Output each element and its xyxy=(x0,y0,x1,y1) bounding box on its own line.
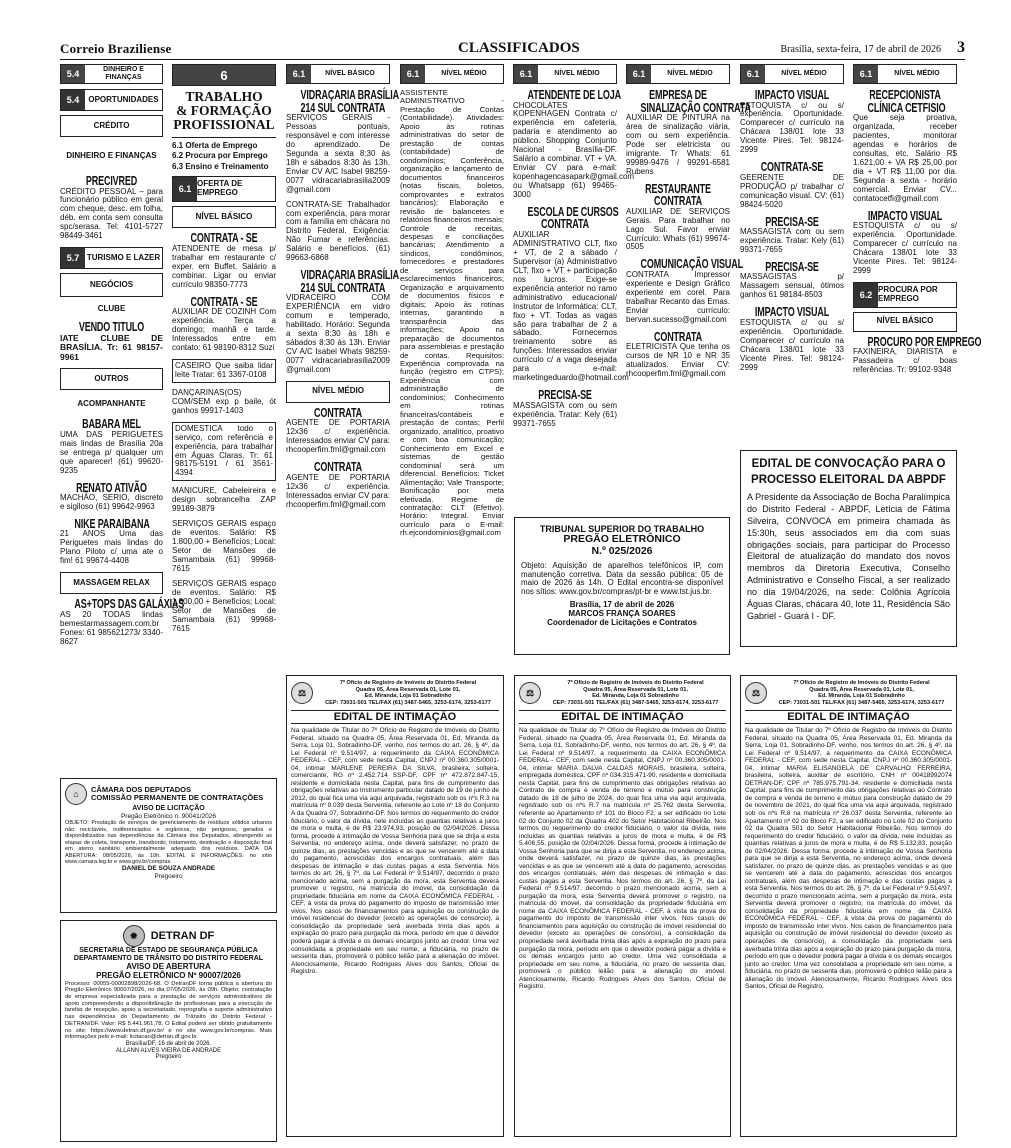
section-header: 6.1 NÍVEL MÉDIO xyxy=(740,64,844,84)
classified-ad: EMPRESA DE SINALIZAÇÃO CONTRATA AUXILIAR DE PINTURA na área de sinalização viária, com ou sem experiência. Pode ser eletricista ou imigrante. Tr Whats: 61 99989-9476 / 99291-6581 Rubens xyxy=(626,88,751,176)
classified-ad: IMPACTO VISUAL ESTOQUISTA c/ ou s/ experiência. Oportunidade. Comparecer c/ currículo na Chácara 138/01 lote 33 Vicente Pires. Tel: 98124-2999 xyxy=(853,208,957,275)
category-massagem: MASSAGEM RELAX xyxy=(60,572,163,594)
section-header: 6.1 NÍVEL MÉDIO xyxy=(400,64,504,84)
section-header: 6.1 NÍVEL BÁSICO xyxy=(286,64,390,84)
classified-ad: RENATO ATIVÃO MACHÃO, SERIO, discreto e sigiloso (61) 99642-9963 xyxy=(60,480,163,511)
classified-ad: PRECISA-SE MASSAGISTA com ou sem experiência. Tratar: Kely (61) 99371-7655 xyxy=(740,214,844,254)
classified-ad: IMPACTO VISUAL ESTOQUISTA c/ ou s/ experiência. Oportunidade. Comparecer c/ currículo na Chácara 138/01 lote 33 Vicente Pires. Tel: 98124-2999 xyxy=(740,305,844,372)
classified-ad: VENDO TITULO IATE CLUBE DE BRASÍLIA. Tr: 61 98157-9961 xyxy=(60,320,163,362)
classified-ad: VIDRAÇARIA BRASÍLIA 214 SUL CONTRATA SERVIÇOS GERAIS - Pessoas pontuais, responsável e com interesse do aprendizado. De Segunda a sexta 8:30 às 18h e sábados 8:30 às 13h. Enviar CV A/C Isabel 98259-0077 vidracariabrasilia2009 @gmail.com xyxy=(286,88,399,194)
subsection-oportunidades: 5.4 OPORTUNIDADES xyxy=(60,89,163,111)
section-turismo: 5.7 TURISMO E LAZER xyxy=(60,247,163,269)
classified-ad: MANICURE, Cabeleireira e design sobrancelha ZAP 99189-3879 xyxy=(172,486,276,514)
subsection-procura: 6.2 PROCURA POR EMPREGO xyxy=(853,282,957,308)
subsection-oferta: 6.1 OFERTA DE EMPREGO xyxy=(172,176,276,202)
column-6 xyxy=(626,64,751,514)
category-item: 6.3 Ensino e Treinamento xyxy=(172,162,269,172)
intimation-notice: ⚖ 7º Ofício de Registro de Imóveis do Distrito Federal Quadra 05, Área Reservada 01, Lote 01, Ed. Miranda, Loja 01 Sobradinho CEP: 73031-501 TEL/FAX (61) 3487-5465, 3253-6174, 3253-6177 EDITAL DE INTIMAÇÃO Na qualidade de Titular do 7º Ofício de Registro de Imóveis do Distrito Federal, situado na Quadra 05, Área Reservada 01, Ed. Miranda da Serra, Loja 01, Sobradinho-DF, venho, nos termos do art. 26, § 4º, da Lei Federal nº 9.514/97, a requerimento da CAIXA ECONÔMICA FEDERAL - CEF, com sede nesta Capital, CNPJ nº 00.360.305/0001-04, intimar MARLENE PEREIRA DA SILVA, brasileira, solteira, comerciante, RG nº 2.452.714 SSP-DF, CPF nº 472.872.847-15, residente e domiciliada nesta Capital, para fins de cumprimento das obrigações relativas ao Instrumento particular datado de 19 de junho de 2012, do qual fica uma via aqui arquivada, registrado sob os nºs R.3 na matrícula nº 9.039 desta Serventia, referente ao Lote nº 18 do Conjunto A da Quadra 07, Sobradinho-DF. Nos termos do requerimento do credor fiduciário, o valor da dívida, nele incluídas as quantias relativas a juros de mora e multa, é de R$ 23.974,93, posição de 02/04/2026. Dessa forma, procede à intimação de Vossa Senhoria para que se dirija a esta Serventia, no endereço acima, onde deverá satisfazer, no prazo de quinze dias, as prestações vencidas e as que se vencerem até a data do pagamento, acrescidas dos encargos contratuais, além das despesas de intimação e das custas pagas a esta Serventia. Nos termos do art. 26, § 7º, da Lei Federal nº 9.514/97, decorrido o prazo mencionado acima, sem a purgação da mora, esta Serventia deverá promover o registro, na matrícula do imóvel, da consolidação da propriedade fiduciária em nome da CAIXA ECONÔMICA FEDERAL - CEF, à vista da prova do pagamento do imposto de transmissão inter vivos. Nos casos de financiamentos para aquisição ou construção de imóvel residencial do devedor (exceto as operações de consórcio), a consolidação da propriedade será averbada trinta dias após a expiração do prazo para purgação da mora, período em que o devedor poderá pagar a dívida e os demais encargos junto ao credor. Uma vez consolidada a propriedade em seu nome, a fiduciária, no prazo de sessenta dias, promoverá o público leilão para a alienação do imóvel. Atenciosamente, Ricardo Rodrigues Alves dos Santos, Oficial de Registro. xyxy=(286,675,504,1137)
section-header: 6.1 NÍVEL MÉDIO xyxy=(853,64,957,84)
classified-ad: AS+TOPS DAS GALÁXIAS AS 20 TODAS lindas bemestarmassagem.com.br Fones: 61 985621273/ 3340-8627 xyxy=(60,597,185,646)
classified-ad: CONTRATA AGENTE DE PORTARIA 12x36 c/ experiência. Interessados enviar CV para: rhcooperfim.fml@gmail.com xyxy=(286,405,390,455)
classified-ad: SERVIÇOS GERAIS espaço de eventos. Salário: R$ 1.800,00 + Benefícios; Local: Setor de Mansões de Samambaia (61) 99968-7615 xyxy=(172,519,276,574)
intimation-notice: ⚖ 7º Ofício de Registro de Imóveis do Distrito Federal Quadra 05, Área Reservada 01, Lote 01, Ed. Miranda, Loja 01 Sobradinho CEP: 73031-501 TEL/FAX (61) 3487-5465, 3253-6174, 3253-6177 EDITAL DE INTIMAÇÃO Na qualidade de Titular do 7º Ofício de Registro de Imóveis do Distrito Federal, situado na Quadra 05, Área Reservada 01, Ed. Miranda da Serra, Loja 01, Sobradinho-DF, venho, nos termos do art. 26, § 4º, da Lei Federal nº 9.514/97, a requerimento da CAIXA ECONÔMICA FEDERAL - CEF, com sede nesta Capital, CNPJ nº 00.360.305/0001-04, intimar MARIA DALVA CALDAS MORAIS, brasileira, solteira, empregada doméstica, CPF nº 034.315.471-90, residente e domiciliada nesta Capital, para fins de cumprimento das obrigações relativas ao Contrato de compra e venda de terreno e mútuo para construção datado de 18 de julho de 2024, do qual fica uma via aqui arquivada, registrado sob os nºs R.7 na matrícula nº 25.762 desta Serventia, referente ao Apartamento nº 101 do Bloco F2, a ser edificado no Lote 02 do Conjunto 02 da Quadra 402 do Setor Habitacional Ribeirão. Nos termos do requerimento do credor fiduciário, o valor da dívida, nele incluídas as quantias relativas a juros de mora e multa, é de R$ 5.406,55, posição de 02/04/2026. Dessa forma, procede à intimação de Vossa Senhoria para que se dirija a esta Serventia, no endereço acima, onde deverá satisfazer, no prazo de quinze dias, as prestações vencidas e as que se vencerem até a data do pagamento, acrescidas dos encargos contratuais, além das despesas de intimação e das custas pagas a esta Serventia. Nos termos do art. 26, § 7º, da Lei Federal nº 9.514/97, decorrido o prazo mencionado acima, sem a purgação da mora, esta Serventia deverá promover o registro, na matrícula do imóvel, da consolidação da propriedade fiduciária em nome da CAIXA ECONÔMICA FEDERAL - CEF, à vista da prova do pagamento do imposto de transmissão inter vivos. Nos casos de financiamentos para aquisição ou construção de imóvel residencial do devedor (exceto as operações de consórcio), a consolidação da propriedade será averbada trinta dias após a expiração do prazo para purgação da mora, período em que o devedor poderá pagar a dívida e os demais encargos junto ao credor. Uma vez consolidada a propriedade em seu nome, a fiduciária, no prazo de sessenta dias, promoverá o público leilão para a alienação do imóvel. Atenciosamente, Ricardo Rodrigues Alves dos Santos, Oficial de Registro. xyxy=(514,675,731,1137)
detran-notice: ✹ DETRAN DF SECRETARIA DE ESTADO DE SEGURANÇA PÚBLICA DEPARTAMENTO DE TRÂNSITO DO DISTRITO FEDERAL AVISO DE ABERTURA PREGÃO ELETRÔNICO Nº 90007/2026 Processo: 00055-00002898/2026-68. O DetranDF torna pública a abertura do Pregão Eletrônico 90007/2026, no dia 07/05/2026, às 09h. Objeto: contratação de empresa especializada para a prestação de serviços administrativos de apoio compreendendo a disponibilização de profissionais para a execução de tarefas de recepção, apoio a secretariado, reprografia e suporte administrativo nas dependências do Departamento de Trânsito do Distrito Federal - DETRAN/DF. Valor: R$ 5.441.961,78. O Edital poderá ser obtido gratuitamente no site: https://www.detran.df.gov.br/ e no site www.gov.br/compras. Mais informações pelo e-mail: licitacao@detran.df.gov.br. Brasília/DF, 16 de abril de 2026. ALLANN ALVES VIEIRA DE ANDRADE Pregoeiro xyxy=(60,920,277,1142)
classified-ad: ASSISTENTE ADMINISTRATIVO - Prestação de Contas (Contabilidade). Atividades: Apoio às rotinas administrativas do setor de prestação de contas (contabilidade) de condomínios; Conferência, organização e lançamento de documentos financeiros (notas fiscais, boletos, comprovantes e extratos bancários); Elaboração e revisão de balancetes e relatórios financeiros mensais; Controle de receitas, despesas e conciliações bancárias; Atendimento a síndicos, condôminos, fornecedores e prestadores de serviços para esclarecimentos financeiros; Organização e arquivamento de documentos físicos e digitais; Apoio às rotinas internas, garantindo a transparência das informações; Apoio na preparação de documentos para assembleias e prestação de contas. Requisitos: Experiência comprovada na função (registro em CTPS); Experiência com administração de condomínios; Conhecimento em rotinas financeiras/contábeis e prestação de contas; Perfil organizado, analítico, proativo e com boa comunicação; Conhecimento em Excel e sistemas de gestão condominial será um diferencial. Benefícios: Ticket Alimentação; Vale Transporte; Bonificação por meta efetivada. Regime de contratação: CLT (Efetivo). Horário: Integral. Enviar currículo para o E-mail: rh.ejcondominios@gmail.com xyxy=(400,88,504,538)
section-header: 6.1 NÍVEL MÉDIO xyxy=(626,64,730,84)
classified-ad: CONTRATA AGENTE DE PORTARIA 12x36 c/ experiência. Interessados enviar CV para: rhcooperfim.fml@gmail.com xyxy=(286,460,390,509)
classified-ad: PRECIVRED CRÉDITO PESSOAL – para funcionário público em geral com cheque, desc. em folha, déb. em conta sem consulta spc/serasa. Tel: 4101-5727 98449-3461 xyxy=(60,174,163,241)
column-2 xyxy=(172,64,276,774)
camara-logo-icon: ⌂ xyxy=(65,783,87,805)
level-label: NÍVEL BÁSICO xyxy=(172,206,276,228)
section-header: 6.1 NÍVEL MÉDIO xyxy=(513,64,617,84)
issue-date: Brasília, sexta-feira, 17 de abril de 2026 xyxy=(780,44,941,55)
classified-ad: SERVIÇOS GERAIS espaço de eventos. Salário: R$ 1.800,00 + Benefícios; Local: Setor de Mansões de Samambaia (61) 99968-7615 xyxy=(172,578,276,633)
abpdf-election-notice: EDITAL DE CONVOCAÇÃO PARA O PROCESSO ELEITORAL DA ABPDF A Presidente da Associação de Bocha Paralímpica do Distrito Federal - ABPDF, Letícia de Fátima Silveira, CONVOCA em primeira chamada às 15:30h, seus associados em dia com suas obrigações sociais, para participar do Processo Eleitoral de atualização do mandato dos novos membros da Diretoria Executiva, Conselho Administrativo e Conselho Fiscal, a ser realizado no dia 19/04/2026, na sede: Colônia Agrícola Águas Claras, chácara 40, lote 11, Residência São Gabriel - Guará I - DF. xyxy=(740,450,957,647)
column-7 xyxy=(740,64,844,414)
camara-notice: ⌂ CÂMARA DOS DEPUTADOS COMISSÃO PERMANENTE DE CONTRATAÇÕES AVISO DE LICITAÇÃO Pregão Eletrônico n. 90041/2026 OBJETO: Prestação de serviços de gerenciamento de resíduos sólidos urbanos não recicláveis, indiferenciados e orgânicos, não perigosos, gerados e disponibilizados nas dependências da Câmara dos Deputados, abrangendo as etapas de coleta, transporte, transbordo, tratamento, destinação e disposição final em aterro sanitário ambientalmente adequado dos resíduos. DATA DA ABERTURA: 08/05/2026, às 10h. EDITAL E INFORMAÇÕES: no sítio www.camara.leg.br e www.gov.br/compras. DANIEL DE SOUZA ANDRADE Pregoeiro xyxy=(60,778,277,913)
classified-ad: CONTRATA ELETRICISTA Que tenha os cursos de NR 10 e NR 35 atualizados. Enviar CV: rhcooperfim.fml@gmail.com xyxy=(626,329,730,379)
registry-seal-icon: ⚖ xyxy=(745,682,767,704)
classified-ad: NIKE PARAIBANA 21 ANOS Uma das Periguetes mais lindas do Plano Piloto c/ uma ate o fim! 61 99674-4408 xyxy=(60,516,163,566)
classified-ad: CONTRATA - SE ATENDENTE de mesa p/ trabalhar em restaurante c/ exper. em Buffet. Salário a combinar. Ligar ou enviar currículo 98350-7773 xyxy=(172,231,276,289)
category-acompanhante: ACOMPANHANTE xyxy=(77,398,146,408)
section-header: 5.4 DINHEIRO E FINANÇAS xyxy=(60,64,163,84)
classified-ad: ATENDENTE DE LOJA CHOCOLATES KOPENHAGEN Contrata c/ experiência em cafeteria, padaria e atendimento ao público. Shopping Conjunto Nacional - Brasília-DF. Salário a combinar. VT + VA. Enviar CV para e-mail: kopenhagencasapark@gmail.com ou Whatsapp (61) 99465-3000 xyxy=(513,88,635,200)
classified-ad: BABARA MEL UMA DAS PERIGUETES mais lindas de Brasília 20a se entrega p/ qualquer um que aparecer! (61) 99620-9235 xyxy=(60,417,163,475)
classified-ad: IMPACTO VISUAL ESTOQUISTA c/ ou s/ experiência. Oportunidade. Comparecer c/ currículo na Chácara 138/01 lote 33 Vicente Pires. Tel: 98124-2999 xyxy=(740,88,844,155)
intimation-notice: ⚖ 7º Ofício de Registro de Imóveis do Distrito Federal Quadra 05, Área Reservada 01, Lote 01, Ed. Miranda, Loja 01 Sobradinho CEP: 73031-501 TEL/FAX (61) 3487-5465, 3253-6174, 3253-6177 EDITAL DE INTIMAÇÃO Na qualidade de Titular do 7º Ofício de Registro de Imóveis do Distrito Federal, situado na Quadra 05, Área Reservada 01, Ed. Miranda da Serra, Loja 01, Sobradinho-DF, venho, nos termos do art. 26, § 4º, da Lei Federal nº 9.514/97, a requerimento da CAIXA ECONÔMICA FEDERAL - CEF, com sede nesta Capital, CNPJ nº 00.360.305/0001-04, intimar MARIA ELISANGELA DE CARVALHO FERREIRA, brasileira, solteira, auxiliar de escritório, CNH nº 00418992074 DETRAN-DF, CPF nº 785.975.791-34, residente e domiciliada nesta Capital, para fins de cumprimento das obrigações relativas ao Contrato de compra e venda de terreno e mútuo para construção datado de 29 de novembro de 2021, do qual fica uma via aqui arquivada, registrado sob os nºs R.8 na matrícula nº 26.037 desta Serventia, referente ao Apartamento nº 02 do Bloco F2, a ser edificado no Lote 02 do Conjunto 02 da Quadra 501 do Setor Habitacional Ribeirão. Nos termos do requerimento do credor fiduciário, o valor da dívida, nele incluídas as quantias relativas a juros de mora e multa, é de R$ 5.132,83, posição de 02/04/2026. Dessa forma, procede à intimação de Vossa Senhoria para que se dirija a esta Serventia, no endereço acima, onde deverá satisfazer, no prazo de quinze dias, as prestações vencidas e as que se vencerem até a data do pagamento, acrescidas dos encargos contratuais, além das despesas de intimação e das custas pagas a esta Serventia. Nos termos do art. 26, § 7º, da Lei Federal nº 9.514/97, decorrido o prazo mencionado acima, sem a purgação da mora, esta Serventia deverá promover o registro, na matrícula do imóvel, da consolidação da propriedade fiduciária em nome da CAIXA ECONÔMICA FEDERAL - CEF, à vista da prova do pagamento do imposto de transmissão inter vivos. Nos casos de financiamentos para aquisição ou construção de imóvel residencial do devedor (exceto as operações de consórcio), a consolidação da propriedade será averbada trinta dias após a expiração do prazo para purgação da mora, período em que o devedor poderá pagar a dívida e os demais encargos junto ao credor. Uma vez consolidada a propriedade em seu nome, a fiduciária, no prazo de sessenta dias, promoverá o público leilão para a alienação do imóvel. Atenciosamente, Ricardo Rodrigues Alves dos Santos, Oficial de Registro. xyxy=(740,675,957,1137)
registry-seal-icon: ⚖ xyxy=(291,682,313,704)
column-5 xyxy=(513,64,635,514)
classified-ad: PROCURO POR EMPREGO FAXINEIRA, DIARISTA e Passadeira c/ boas referências. Tr: 99102-9348 xyxy=(853,334,982,375)
column-3 xyxy=(286,64,399,664)
classified-ad: ESCOLA DE CURSOS CONTRATA AUXILIAR ADMINISTRATIVO CLT, fixo + VT, de 2 a sábado / Supervisor (a) Administrativo CLT, fixo + VT + participação nos lucros. Exige-se experiência anterior no ramo administrativo educacional/ Instrutor de Informática: CLT, fixo + VT. Todas as vagas são para trabalhar de 2 a sábado. Fornecemos treinamento sobre as funções. Interessados enviar currículo c/ a vaga desejada para e-mail: marketingeduardo@hotmail.com xyxy=(513,204,629,383)
category-negocios: NEGÓCIOS xyxy=(60,273,163,297)
classified-ad: RECEPCIONISTA CLÍNICA CETFISIO Que seja proativa, organizada, receber pacientes, monitorar agendas e horários de consultas, etc. Salário R$ 1.621,00 + VA R$ 25,00 por dia + VT R$ 11,00 por dia. Segunda a sexta - horário comercial. Enviar CV... contatocetfi@gmail.com xyxy=(853,88,957,203)
classified-ad: COMUNICAÇÃO VISUAL CONTRATA Impressor experiente e Design Gráfico experiente em corel. Para trabalhar Recanto das Emas. Enviar currículo: bervan.sucesso@gmail.com xyxy=(626,257,743,324)
page-number: 3 xyxy=(957,39,965,56)
detran-logo-icon: ✹ xyxy=(123,925,145,947)
category-item: 6.1 Oferta de Emprego xyxy=(172,140,258,150)
registry-seal-icon: ⚖ xyxy=(519,682,541,704)
category-dinheiro: DINHEIRO E FINANÇAS xyxy=(66,150,157,160)
category-credito: CRÉDITO xyxy=(60,115,163,137)
classified-ad: CONTRATA - SE AUXILIAR DE COZINH Com experiência. Terça a domingo; manhã e tarde. Interessados entre em contato: 61 98190-8312 Suzi xyxy=(172,294,276,352)
column-8 xyxy=(853,64,982,414)
newspaper-name: Correio Braziliense xyxy=(60,41,172,56)
level-label: NÍVEL MÉDIO xyxy=(286,381,390,403)
page-header xyxy=(60,40,965,60)
category-clube: CLUBE xyxy=(97,303,126,313)
classified-ad: CASEIRO Que saiba lidar leite Tratar: 61 3367-0108 xyxy=(172,359,276,383)
classified-ad: PRECISA-SE MASSAGISTAS p/ Massagem sensual, ótimos ganhos 61 98184-8503 xyxy=(740,259,844,300)
section-number: 6 xyxy=(172,64,276,86)
section-heading-2: & FORMAÇÃO xyxy=(176,103,272,119)
section-heading-3: PROFISSIONAL xyxy=(173,117,275,133)
classified-ad: CONTRATA-SE Trabalhador com experiência, para morar com a família em chácara no Distrito Federal. Exigência: Não Fumar e referências. Salário e benefícios. (61) 99663-6868 xyxy=(286,199,390,263)
tst-notice: TRIBUNAL SUPERIOR DO TRABALHO PREGÃO ELETRÔNICO N.º 025/2026 Objeto: Aquisição de aparelhos telefônicos IP, com manutenção corretiva. Data da sessão pública: 05 de maio de 2026 às 14h. O Edital encontra-se disponível nos sítios: www.gov.br/compras/pt-br e www.tst.jus.br. Brasília, 17 de abril de 2026 MARCOS FRANÇA SOARES Coordenador de Licitações e Contratos xyxy=(514,517,730,655)
column-4 xyxy=(400,64,504,538)
classified-ad: CONTRATA-SE GEERENTE DE PRODUÇÃO p/ trabalhar c/ comunicação visual. CV: (61) 98424-5020 xyxy=(740,160,844,209)
classified-ad: RESTAURANTE CONTRATA AUXILIAR DE SERVIÇOS Gerais. Para trabalhar no Lago Sul. Favor enviar Currículo: Whats (61) 99674-0505 xyxy=(626,181,730,252)
category-outros: OUTROS xyxy=(60,368,163,390)
classified-ad: PRECISA-SE MASSAGISTA com ou sem experiência. Tratar: Kely (61) 99371-7655 xyxy=(513,388,617,428)
classified-ad: DANÇARINAS(OS) COM/SEM exp p baile, ót ganhos 99917-1403 xyxy=(172,387,276,415)
section-title: CLASSIFICADOS xyxy=(458,40,580,56)
classified-ad: DOMESTICA todo o serviço, com referência e experiência, para trabalhar em Águas Claras. Tr: 61 98175-5191 / 61 3561-4394 xyxy=(172,422,276,482)
level-label: NÍVEL BÁSICO xyxy=(853,312,957,332)
classified-ad: VIDRAÇARIA BRASÍLIA 214 SUL CONTRATA VIDRACEIRO COM EXPERIÊNCIA em vidro comum e temperado, habilitado. Horário: Segunda a sexta 8:30 às 18h e sábados 8:30 às 13h. Enviar CV A/C Isabel Whats 98259-0077 vidracariabrasilia2009 @gmail.com xyxy=(286,268,399,374)
section-heading-1: TRABALHO xyxy=(185,89,263,104)
category-item: 6.2 Procura por Emprego xyxy=(172,151,268,161)
